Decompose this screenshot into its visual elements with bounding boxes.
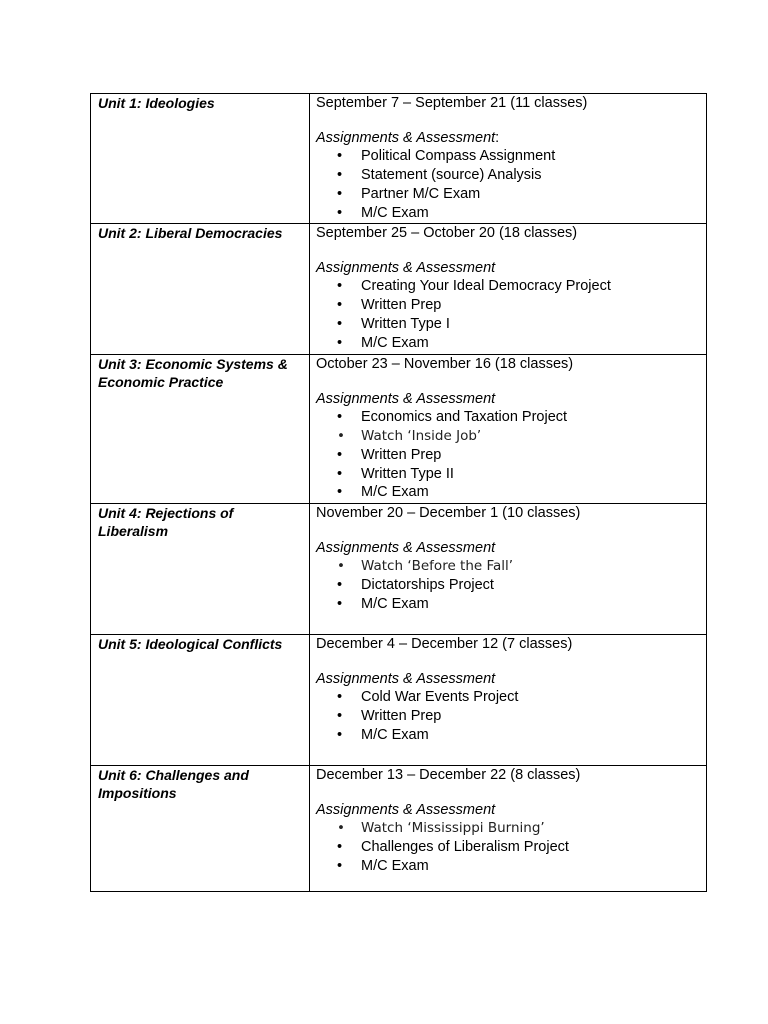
unit-row xyxy=(91,224,707,355)
assessment-heading xyxy=(316,129,700,148)
list-item: • Political Compass Assignment xyxy=(316,147,700,166)
assessment-list xyxy=(316,819,700,875)
list-item: • Watch ‘Before the Fall’ xyxy=(316,557,700,576)
list-item: • Written Prep xyxy=(316,707,700,726)
list-item: • Cold War Events Project xyxy=(316,688,700,707)
list-item: • Watch ‘Mississippi Burning’ xyxy=(316,819,700,838)
list-item: • Written Type I xyxy=(316,315,700,334)
unit-dates: November 20 – December 1 (10 classes) xyxy=(316,505,581,521)
list-item: • Written Type II xyxy=(316,465,700,484)
assessment-heading: Assignments & Assessment xyxy=(316,539,496,556)
list-item: • Economics and Taxation Project xyxy=(316,408,700,427)
unit-details-cell xyxy=(310,504,707,635)
unit-details-cell xyxy=(310,94,707,224)
list-item: • M/C Exam xyxy=(316,334,700,353)
list-item: • Statement (source) Analysis xyxy=(316,166,700,185)
unit-row xyxy=(91,94,707,224)
list-item: • M/C Exam xyxy=(316,857,700,876)
assessment-list xyxy=(316,408,700,502)
unit-dates: December 4 – December 12 (7 classes) xyxy=(316,636,573,652)
unit-dates: December 13 – December 22 (8 classes) xyxy=(316,767,581,783)
assessment-heading-colon: : xyxy=(495,129,500,146)
unit-details-cell xyxy=(310,766,707,892)
list-item: • Partner M/C Exam xyxy=(316,185,700,204)
list-item: • Dictatorships Project xyxy=(316,576,700,595)
unit-title-cell xyxy=(91,94,310,224)
unit-details-cell xyxy=(310,635,707,766)
list-item: • Written Prep xyxy=(316,446,700,465)
list-item: • M/C Exam xyxy=(316,595,700,614)
list-item: • Watch ‘Inside Job’ xyxy=(316,427,700,446)
unit-title-cell xyxy=(91,766,310,892)
list-item: • Challenges of Liberalism Project xyxy=(316,838,700,857)
assessment-list xyxy=(316,277,700,352)
unit-title-cell xyxy=(91,504,310,635)
list-item: • M/C Exam xyxy=(316,726,700,745)
unit-title-cell xyxy=(91,355,310,504)
unit-dates: September 25 – October 20 (18 classes) xyxy=(316,225,578,241)
unit-title: Unit 2: Liberal Democracies xyxy=(98,225,283,241)
assessment-heading: Assignments & Assessment xyxy=(316,390,496,407)
assessment-heading: Assignments & Assessment xyxy=(316,670,496,687)
assessment-list xyxy=(316,147,700,222)
assessment-heading-text: Assignments & Assessment xyxy=(316,129,496,146)
unit-title: Unit 6: Challenges and Impositions xyxy=(98,767,249,801)
list-item: • Creating Your Ideal Democracy Project xyxy=(316,277,700,296)
unit-row xyxy=(91,504,707,635)
list-item: • Written Prep xyxy=(316,296,700,315)
list-item: • M/C Exam xyxy=(316,204,700,223)
unit-row xyxy=(91,355,707,504)
assessment-list xyxy=(316,557,700,613)
unit-dates: September 7 – September 21 (11 classes) xyxy=(316,95,588,111)
unit-title: Unit 5: Ideological Conflicts xyxy=(98,636,283,652)
unit-dates: October 23 – November 16 (18 classes) xyxy=(316,356,574,372)
list-item: • M/C Exam xyxy=(316,483,700,502)
unit-title: Unit 4: Rejections of Liberalism xyxy=(98,505,234,539)
unit-title-cell xyxy=(91,224,310,355)
unit-details-cell xyxy=(310,224,707,355)
assessment-list xyxy=(316,688,700,744)
unit-row xyxy=(91,766,707,892)
assessment-heading: Assignments & Assessment xyxy=(316,801,496,818)
unit-row xyxy=(91,635,707,766)
unit-title: Unit 1: Ideologies xyxy=(98,95,215,111)
unit-title: Unit 3: Economic Systems & Economic Practice xyxy=(98,356,288,390)
unit-title-cell xyxy=(91,635,310,766)
unit-schedule-table xyxy=(90,93,707,892)
assessment-heading: Assignments & Assessment xyxy=(316,259,496,276)
unit-details-cell xyxy=(310,355,707,504)
